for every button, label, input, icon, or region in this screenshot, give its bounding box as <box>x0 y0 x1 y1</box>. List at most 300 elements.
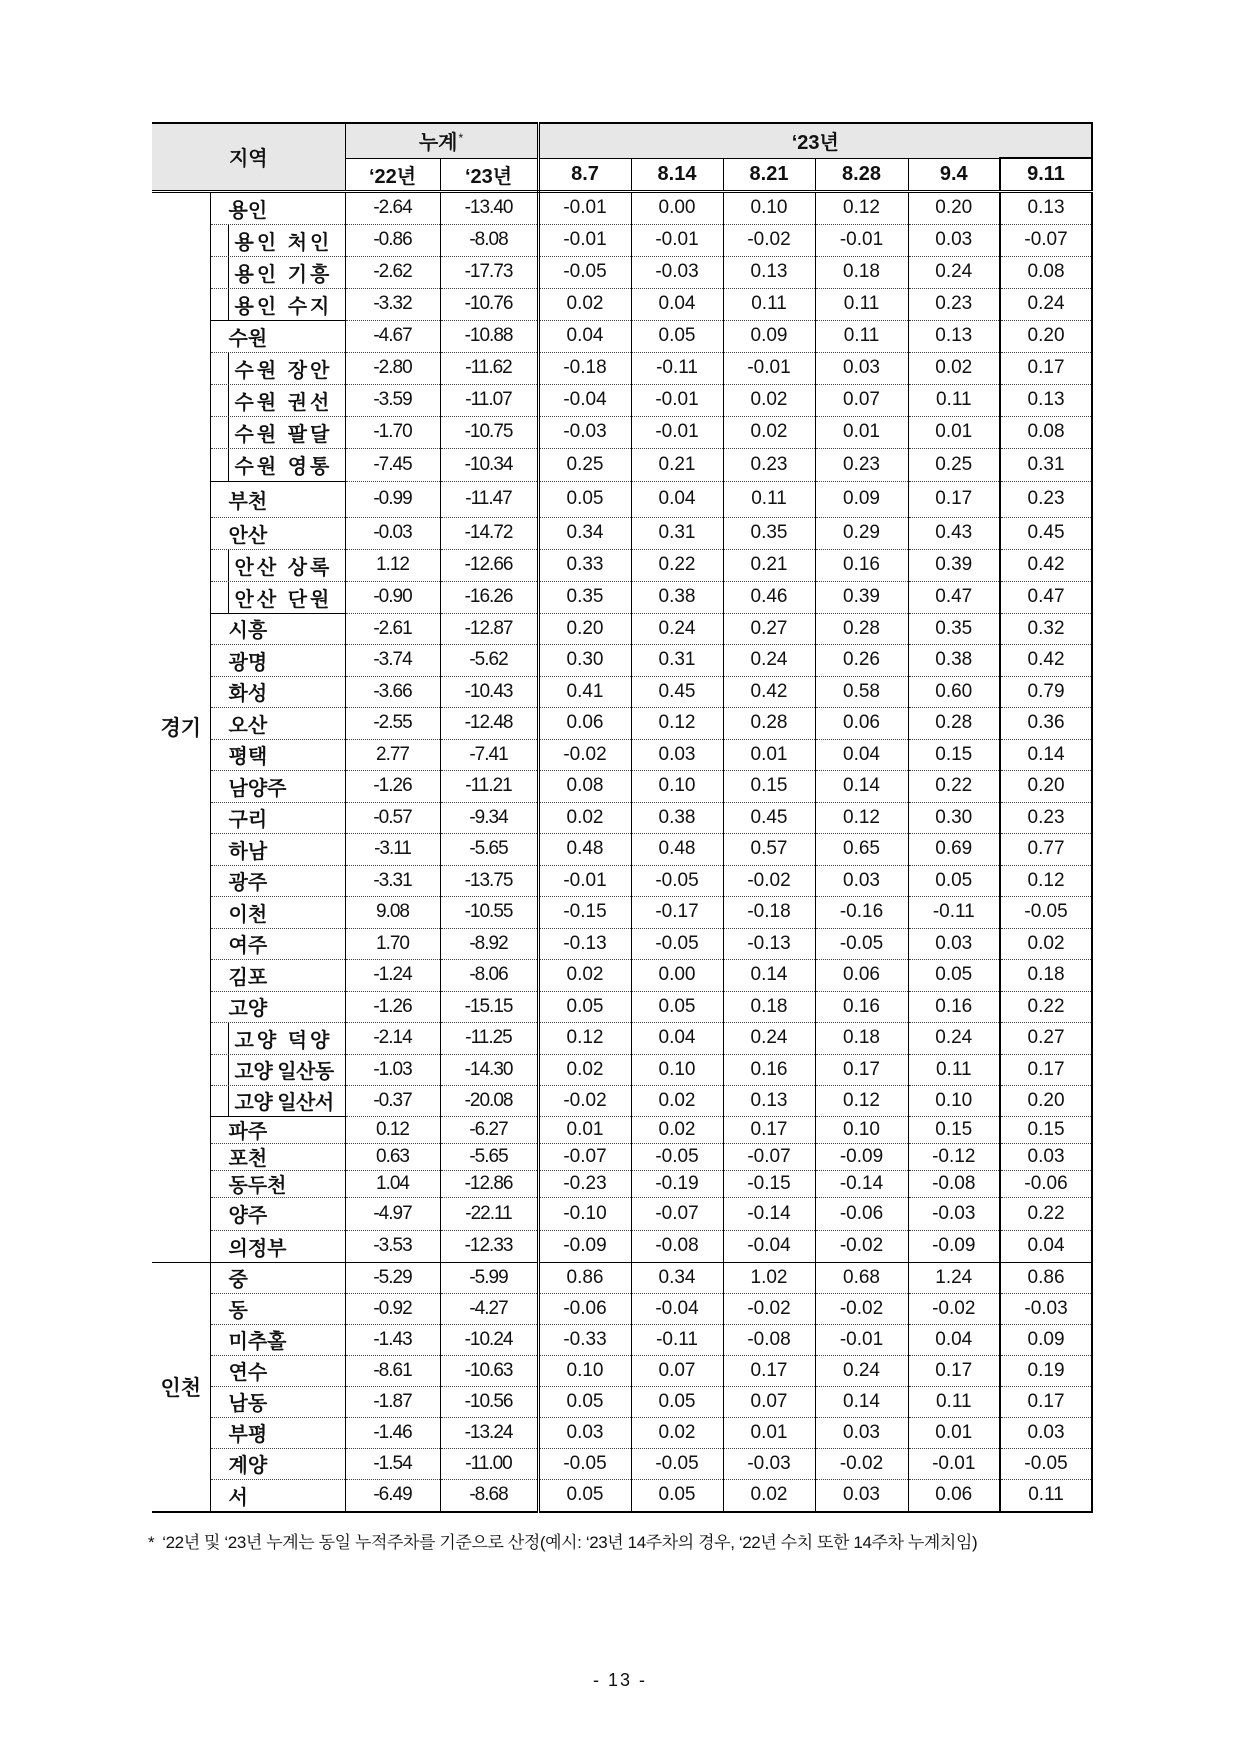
table-row <box>152 896 1092 928</box>
value-cell-week-8-21: -0.14 <box>723 1197 815 1230</box>
value-cell-week-8-7: 0.03 <box>538 1417 631 1448</box>
value-cell-cum-2023: -10.88 <box>440 320 538 352</box>
value-cell-week-8-21: 0.10 <box>723 191 815 224</box>
value-cell-week-8-28: 0.03 <box>815 865 908 896</box>
region-name: 이천 <box>228 903 268 926</box>
value-cell-week-9-4: 0.01 <box>908 1417 1000 1448</box>
value-cell-week-8-7: -0.03 <box>538 416 631 448</box>
value-cell-week-9-11: 0.08 <box>1000 416 1092 448</box>
value-cell-week-9-11: 0.79 <box>1000 676 1092 707</box>
value-cell-week-9-11: 0.36 <box>1000 707 1092 739</box>
value-cell-week-9-11: 0.13 <box>1000 191 1092 224</box>
value-cell-week-8-21: 0.24 <box>723 644 815 676</box>
week-header: 9.4 <box>908 158 1000 191</box>
footnote-mark: * <box>148 1533 155 1552</box>
value-cell-week-9-11: 0.20 <box>1000 770 1092 802</box>
region-cell <box>210 928 345 959</box>
table-row <box>152 676 1092 707</box>
value-cell-cum-2022: -2.14 <box>345 1022 440 1054</box>
table-row <box>152 416 1092 448</box>
value-cell-cum-2022: -8.61 <box>345 1355 440 1386</box>
region-name: 평택 <box>228 746 268 768</box>
value-cell-week-9-4: 0.11 <box>908 1386 1000 1417</box>
value-cell-cum-2022: -3.74 <box>345 644 440 676</box>
value-cell-cum-2023: -4.27 <box>440 1293 538 1324</box>
value-cell-week-9-4: 0.60 <box>908 676 1000 707</box>
region-name: 시흥 <box>228 620 268 642</box>
value-cell-week-9-11: 0.27 <box>1000 1022 1092 1054</box>
table-row <box>152 288 1092 320</box>
value-cell-week-8-14: 0.24 <box>631 613 723 644</box>
value-cell-week-8-28: -0.05 <box>815 928 908 959</box>
value-cell-week-8-14: 0.22 <box>631 549 723 581</box>
value-cell-week-8-7: -0.01 <box>538 224 631 256</box>
value-cell-week-8-14: 0.21 <box>631 448 723 481</box>
value-cell-week-8-7: 0.05 <box>538 991 631 1022</box>
value-cell-cum-2022: -3.31 <box>345 865 440 896</box>
region-cell <box>210 1230 345 1262</box>
value-cell-week-8-14: -0.05 <box>631 865 723 896</box>
value-cell-week-9-4: 0.20 <box>908 191 1000 224</box>
value-cell-week-8-28: 0.29 <box>815 517 908 549</box>
value-cell-week-9-4: 0.24 <box>908 1022 1000 1054</box>
footnote <box>148 1528 1092 1554</box>
value-cell-week-8-14: 0.31 <box>631 517 723 549</box>
table-row <box>152 481 1092 517</box>
value-cell-week-8-14: 0.07 <box>631 1355 723 1386</box>
week-header: 8.14 <box>631 158 723 191</box>
value-cell-week-8-7: 0.04 <box>538 320 631 352</box>
subregion-name: 용인 수지 <box>228 289 345 320</box>
value-cell-week-9-4: 0.23 <box>908 288 1000 320</box>
footnote-marker: * <box>458 130 464 145</box>
value-cell-week-8-21: 0.11 <box>723 481 815 517</box>
value-cell-week-8-14: -0.04 <box>631 1293 723 1324</box>
value-cell-cum-2023: -12.48 <box>440 707 538 739</box>
region-name: 동 <box>228 1300 248 1322</box>
region-cell <box>210 1293 345 1324</box>
value-cell-week-9-4: -0.08 <box>908 1170 1000 1197</box>
header-row-top <box>152 123 1092 158</box>
value-cell-week-9-11: 0.24 <box>1000 288 1092 320</box>
value-cell-week-8-28: -0.09 <box>815 1143 908 1170</box>
value-cell-cum-2022: 2.77 <box>345 739 440 770</box>
value-cell-week-8-14: 0.10 <box>631 1054 723 1085</box>
value-cell-week-8-14: 0.12 <box>631 707 723 739</box>
subregion-name: 수원 팔달 <box>228 417 345 448</box>
value-cell-week-9-4: 1.24 <box>908 1262 1000 1293</box>
region-cell <box>210 991 345 1022</box>
value-cell-week-8-28: 0.11 <box>815 288 908 320</box>
value-cell-cum-2022: -5.29 <box>345 1262 440 1293</box>
value-cell-week-8-21: -0.13 <box>723 928 815 959</box>
value-cell-week-9-4: 0.11 <box>908 384 1000 416</box>
value-cell-week-9-11: 0.17 <box>1000 352 1092 384</box>
value-cell-week-8-21: 0.09 <box>723 320 815 352</box>
value-cell-week-8-7: 0.48 <box>538 833 631 865</box>
value-cell-week-8-21: 0.46 <box>723 581 815 613</box>
value-cell-week-9-4: 0.01 <box>908 416 1000 448</box>
value-cell-week-9-11: -0.03 <box>1000 1293 1092 1324</box>
region-name: 부평 <box>228 1424 268 1446</box>
table-row <box>152 1230 1092 1262</box>
value-cell-week-8-7: -0.06 <box>538 1293 631 1324</box>
value-cell-cum-2023: -13.24 <box>440 1417 538 1448</box>
value-cell-cum-2023: -5.65 <box>440 1143 538 1170</box>
table-row <box>152 384 1092 416</box>
value-cell-cum-2023: -9.34 <box>440 802 538 833</box>
value-cell-week-8-7: -0.10 <box>538 1197 631 1230</box>
table-row <box>152 581 1092 613</box>
region-name: 안산 <box>228 524 268 547</box>
region-name: 의정부 <box>228 1237 287 1260</box>
value-cell-week-8-14: 0.00 <box>631 959 723 991</box>
value-cell-week-9-11: 0.15 <box>1000 1116 1092 1143</box>
value-cell-week-8-28: 0.65 <box>815 833 908 865</box>
value-cell-week-9-4: 0.17 <box>908 481 1000 517</box>
value-cell-week-8-28: 0.14 <box>815 1386 908 1417</box>
value-cell-week-9-11: 0.23 <box>1000 481 1092 517</box>
value-cell-cum-2023: -12.86 <box>440 1170 538 1197</box>
value-cell-cum-2023: -20.08 <box>440 1085 538 1116</box>
value-cell-week-8-28: 0.18 <box>815 1022 908 1054</box>
value-cell-week-8-7: -0.09 <box>538 1230 631 1262</box>
value-cell-cum-2023: -11.47 <box>440 481 538 517</box>
value-cell-week-8-28: 0.07 <box>815 384 908 416</box>
value-cell-week-9-4: 0.22 <box>908 770 1000 802</box>
value-cell-week-8-28: 0.01 <box>815 416 908 448</box>
value-cell-week-9-11: -0.06 <box>1000 1170 1092 1197</box>
value-cell-cum-2023: -6.27 <box>440 1116 538 1143</box>
value-cell-week-8-28: 0.24 <box>815 1355 908 1386</box>
region-cell <box>210 959 345 991</box>
value-cell-week-9-11: 0.20 <box>1000 1085 1092 1116</box>
region-name: 중 <box>228 1269 248 1291</box>
region-name: 광주 <box>228 872 268 894</box>
value-cell-cum-2022: -1.24 <box>345 959 440 991</box>
value-cell-week-8-7: 0.08 <box>538 770 631 802</box>
value-cell-cum-2022: 1.04 <box>345 1170 440 1197</box>
table-row <box>152 833 1092 865</box>
value-cell-week-9-11: 0.42 <box>1000 644 1092 676</box>
value-cell-week-8-28: 0.10 <box>815 1116 908 1143</box>
table-row <box>152 549 1092 581</box>
value-cell-week-8-21: 0.35 <box>723 517 815 549</box>
value-cell-week-9-11: 0.11 <box>1000 1479 1092 1512</box>
year-2023-header: ‘23년 <box>538 123 1092 158</box>
region-cell <box>210 384 345 416</box>
region-name: 파주 <box>228 1121 268 1143</box>
value-cell-week-8-28: -0.02 <box>815 1230 908 1262</box>
week-header: 8.7 <box>538 158 631 191</box>
region-cell <box>210 288 345 320</box>
region-cell <box>210 448 345 481</box>
value-cell-week-8-14: 0.10 <box>631 770 723 802</box>
value-cell-week-9-4: -0.12 <box>908 1143 1000 1170</box>
value-cell-cum-2023: -5.65 <box>440 833 538 865</box>
table-row <box>152 1262 1092 1293</box>
value-cell-week-9-4: -0.11 <box>908 896 1000 928</box>
value-cell-cum-2022: -3.53 <box>345 1230 440 1262</box>
value-cell-week-8-14: -0.01 <box>631 416 723 448</box>
value-cell-week-8-7: -0.02 <box>538 1085 631 1116</box>
value-cell-week-8-21: -0.02 <box>723 865 815 896</box>
value-cell-week-8-14: 0.05 <box>631 991 723 1022</box>
value-cell-week-8-14: 0.05 <box>631 1386 723 1417</box>
value-cell-week-8-14: 0.04 <box>631 481 723 517</box>
value-cell-week-8-7: 0.06 <box>538 707 631 739</box>
value-cell-week-9-11: 0.04 <box>1000 1230 1092 1262</box>
table-row <box>152 707 1092 739</box>
value-cell-week-8-7: 0.05 <box>538 481 631 517</box>
value-cell-week-8-14: 0.45 <box>631 676 723 707</box>
value-cell-week-9-4: 0.39 <box>908 549 1000 581</box>
value-cell-cum-2023: -5.62 <box>440 644 538 676</box>
value-cell-week-8-21: -0.01 <box>723 352 815 384</box>
value-cell-week-8-21: 0.24 <box>723 1022 815 1054</box>
value-cell-cum-2022: -3.32 <box>345 288 440 320</box>
value-cell-week-8-21: -0.15 <box>723 1170 815 1197</box>
value-cell-week-8-7: 0.01 <box>538 1116 631 1143</box>
table-row <box>152 1197 1092 1230</box>
region-name: 광명 <box>228 651 268 674</box>
value-cell-week-8-28: -0.14 <box>815 1170 908 1197</box>
value-cell-week-8-21: -0.02 <box>723 224 815 256</box>
value-cell-week-8-14: -0.05 <box>631 1143 723 1170</box>
value-cell-week-8-14: 0.02 <box>631 1417 723 1448</box>
group-label: 인천 <box>152 1262 210 1512</box>
region-cell <box>210 707 345 739</box>
region-cell <box>210 581 345 613</box>
value-cell-week-8-28: 0.12 <box>815 191 908 224</box>
value-cell-week-8-21: 0.14 <box>723 959 815 991</box>
value-cell-week-8-21: 0.23 <box>723 448 815 481</box>
value-cell-week-9-11: 0.08 <box>1000 256 1092 288</box>
value-cell-week-8-7: -0.33 <box>538 1324 631 1355</box>
value-cell-week-9-11: 0.12 <box>1000 865 1092 896</box>
region-name: 양주 <box>228 1205 268 1227</box>
cum-2022-header: ‘22년 <box>345 158 440 191</box>
region-cell <box>210 676 345 707</box>
region-cell <box>210 1262 345 1293</box>
value-cell-week-9-4: 0.15 <box>908 1116 1000 1143</box>
value-cell-cum-2023: -11.07 <box>440 384 538 416</box>
region-cell <box>210 896 345 928</box>
region-name: 용인 <box>228 199 268 222</box>
value-cell-week-8-28: 0.16 <box>815 991 908 1022</box>
value-cell-week-8-21: 0.16 <box>723 1054 815 1085</box>
region-name: 김포 <box>228 966 268 989</box>
value-cell-week-8-14: -0.11 <box>631 352 723 384</box>
value-cell-cum-2023: -8.06 <box>440 959 538 991</box>
value-cell-week-8-21: 0.15 <box>723 770 815 802</box>
value-cell-week-8-28: 0.68 <box>815 1262 908 1293</box>
table-row <box>152 1324 1092 1355</box>
value-cell-week-9-4: 0.43 <box>908 517 1000 549</box>
value-cell-cum-2023: -8.92 <box>440 928 538 959</box>
value-cell-cum-2022: -2.61 <box>345 613 440 644</box>
value-cell-cum-2023: -14.30 <box>440 1054 538 1085</box>
value-cell-week-8-21: 0.13 <box>723 1085 815 1116</box>
value-cell-week-8-7: 0.05 <box>538 1479 631 1512</box>
region-cell <box>210 1143 345 1170</box>
region-cell <box>210 865 345 896</box>
value-cell-week-9-11: 0.19 <box>1000 1355 1092 1386</box>
table-row <box>152 517 1092 549</box>
value-cell-cum-2023: -12.66 <box>440 549 538 581</box>
value-cell-cum-2023: -17.73 <box>440 256 538 288</box>
value-cell-week-8-28: 0.16 <box>815 549 908 581</box>
value-cell-week-9-4: 0.24 <box>908 256 1000 288</box>
value-cell-week-8-21: 0.27 <box>723 613 815 644</box>
value-cell-cum-2023: -12.33 <box>440 1230 538 1262</box>
cum-2023-header: ‘23년 <box>440 158 538 191</box>
value-cell-week-8-28: 0.09 <box>815 481 908 517</box>
value-cell-cum-2022: -1.87 <box>345 1386 440 1417</box>
region-cell <box>210 802 345 833</box>
value-cell-cum-2022: -1.43 <box>345 1324 440 1355</box>
value-cell-cum-2022: -3.59 <box>345 384 440 416</box>
value-cell-week-8-28: 0.17 <box>815 1054 908 1085</box>
subregion-name: 수원 영통 <box>228 449 345 481</box>
value-cell-week-9-11: 0.09 <box>1000 1324 1092 1355</box>
value-cell-week-8-21: 0.02 <box>723 384 815 416</box>
value-cell-week-8-7: -0.23 <box>538 1170 631 1197</box>
table-row <box>152 770 1092 802</box>
value-cell-week-8-7: -0.05 <box>538 256 631 288</box>
value-cell-week-9-4: 0.16 <box>908 991 1000 1022</box>
region-cell <box>210 644 345 676</box>
region-cell <box>210 1022 345 1054</box>
value-cell-cum-2022: -6.49 <box>345 1479 440 1512</box>
value-cell-week-8-7: -0.18 <box>538 352 631 384</box>
footnote-text: ‘22년 및 ‘23년 누계는 동일 누적주차를 기준으로 산정(예시: ‘23년 14주차의 경우, ‘22년 수치 또한 14주차 누계치임) <box>162 1533 978 1552</box>
region-cell <box>210 256 345 288</box>
value-cell-week-8-28: 0.39 <box>815 581 908 613</box>
value-cell-cum-2022: -0.57 <box>345 802 440 833</box>
value-cell-week-8-7: 0.41 <box>538 676 631 707</box>
region-cell <box>210 1054 345 1085</box>
subregion-name: 용인 기흥 <box>228 257 345 288</box>
value-cell-week-8-14: -0.07 <box>631 1197 723 1230</box>
value-cell-week-9-11: 0.17 <box>1000 1386 1092 1417</box>
value-cell-week-9-4: 0.10 <box>908 1085 1000 1116</box>
region-name: 서 <box>228 1486 248 1509</box>
value-cell-week-9-4: -0.03 <box>908 1197 1000 1230</box>
value-cell-cum-2022: -1.26 <box>345 770 440 802</box>
value-cell-week-9-11: 0.42 <box>1000 549 1092 581</box>
value-cell-week-9-4: 0.25 <box>908 448 1000 481</box>
table-row <box>152 959 1092 991</box>
value-cell-week-8-21: 0.21 <box>723 549 815 581</box>
value-cell-cum-2023: -22.11 <box>440 1197 538 1230</box>
value-cell-week-9-11: 0.45 <box>1000 517 1092 549</box>
value-cell-week-8-7: -0.02 <box>538 739 631 770</box>
value-cell-week-8-7: -0.04 <box>538 384 631 416</box>
value-cell-week-8-28: 0.03 <box>815 352 908 384</box>
value-cell-week-8-28: 0.58 <box>815 676 908 707</box>
value-cell-week-9-11: 0.03 <box>1000 1143 1092 1170</box>
region-cell <box>210 613 345 644</box>
value-cell-cum-2022: -1.26 <box>345 991 440 1022</box>
value-cell-cum-2023: -11.25 <box>440 1022 538 1054</box>
region-name: 포천 <box>228 1148 268 1170</box>
region-cell <box>210 1448 345 1479</box>
value-cell-cum-2022: -1.46 <box>345 1417 440 1448</box>
region-cell <box>210 1170 345 1197</box>
value-cell-week-9-11: 0.14 <box>1000 739 1092 770</box>
value-cell-week-8-7: 0.02 <box>538 802 631 833</box>
value-cell-week-9-11: 0.18 <box>1000 959 1092 991</box>
value-cell-cum-2022: -2.64 <box>345 191 440 224</box>
region-cell <box>210 1479 345 1512</box>
region-name: 여주 <box>228 935 268 957</box>
value-cell-week-8-28: 0.12 <box>815 1085 908 1116</box>
value-cell-week-9-4: 0.03 <box>908 928 1000 959</box>
value-cell-week-8-21: 0.02 <box>723 1479 815 1512</box>
value-cell-week-8-7: 0.86 <box>538 1262 631 1293</box>
value-cell-week-9-4: 0.05 <box>908 865 1000 896</box>
region-name: 남동 <box>228 1393 268 1415</box>
value-cell-cum-2022: 1.70 <box>345 928 440 959</box>
value-cell-week-9-11: 0.22 <box>1000 991 1092 1022</box>
value-cell-cum-2023: -13.40 <box>440 191 538 224</box>
value-cell-week-8-7: 0.02 <box>538 1054 631 1085</box>
value-cell-cum-2023: -10.63 <box>440 1355 538 1386</box>
value-cell-cum-2022: -3.11 <box>345 833 440 865</box>
value-cell-week-8-14: -0.05 <box>631 928 723 959</box>
value-cell-week-9-11: 0.32 <box>1000 613 1092 644</box>
value-cell-cum-2022: -3.66 <box>345 676 440 707</box>
table-row <box>152 991 1092 1022</box>
value-cell-week-9-4: 0.02 <box>908 352 1000 384</box>
value-cell-week-8-14: -0.08 <box>631 1230 723 1262</box>
value-cell-week-8-14: -0.01 <box>631 384 723 416</box>
subregion-name: 수원 장안 <box>228 353 345 384</box>
value-cell-week-9-11: 0.02 <box>1000 928 1092 959</box>
value-cell-week-8-14: 0.38 <box>631 802 723 833</box>
value-cell-week-8-28: -0.16 <box>815 896 908 928</box>
region-name: 계양 <box>228 1455 268 1477</box>
value-cell-week-8-21: 0.17 <box>723 1116 815 1143</box>
table-row <box>152 739 1092 770</box>
value-cell-cum-2023: -10.55 <box>440 896 538 928</box>
value-cell-week-8-7: -0.15 <box>538 896 631 928</box>
table-row <box>152 1022 1092 1054</box>
value-cell-week-9-4: 0.13 <box>908 320 1000 352</box>
value-cell-week-8-21: 0.11 <box>723 288 815 320</box>
value-cell-cum-2022: 0.12 <box>345 1116 440 1143</box>
value-cell-week-8-21: 0.57 <box>723 833 815 865</box>
value-cell-cum-2022: -1.70 <box>345 416 440 448</box>
value-cell-cum-2023: -11.62 <box>440 352 538 384</box>
value-cell-week-9-11: 0.77 <box>1000 833 1092 865</box>
value-cell-week-9-4: -0.01 <box>908 1448 1000 1479</box>
value-cell-week-8-14: 0.02 <box>631 1085 723 1116</box>
week-header: 8.21 <box>723 158 815 191</box>
value-cell-week-8-14: 0.02 <box>631 1116 723 1143</box>
value-cell-cum-2022: -2.80 <box>345 352 440 384</box>
value-cell-week-8-21: -0.04 <box>723 1230 815 1262</box>
value-cell-cum-2022: -1.03 <box>345 1054 440 1085</box>
region-cell <box>210 191 345 224</box>
value-cell-week-9-11: 0.13 <box>1000 384 1092 416</box>
subregion-name: 용인 처인 <box>228 225 345 256</box>
value-cell-cum-2023: -10.56 <box>440 1386 538 1417</box>
value-cell-week-9-4: 0.35 <box>908 613 1000 644</box>
value-cell-cum-2023: -11.00 <box>440 1448 538 1479</box>
table-row <box>152 802 1092 833</box>
